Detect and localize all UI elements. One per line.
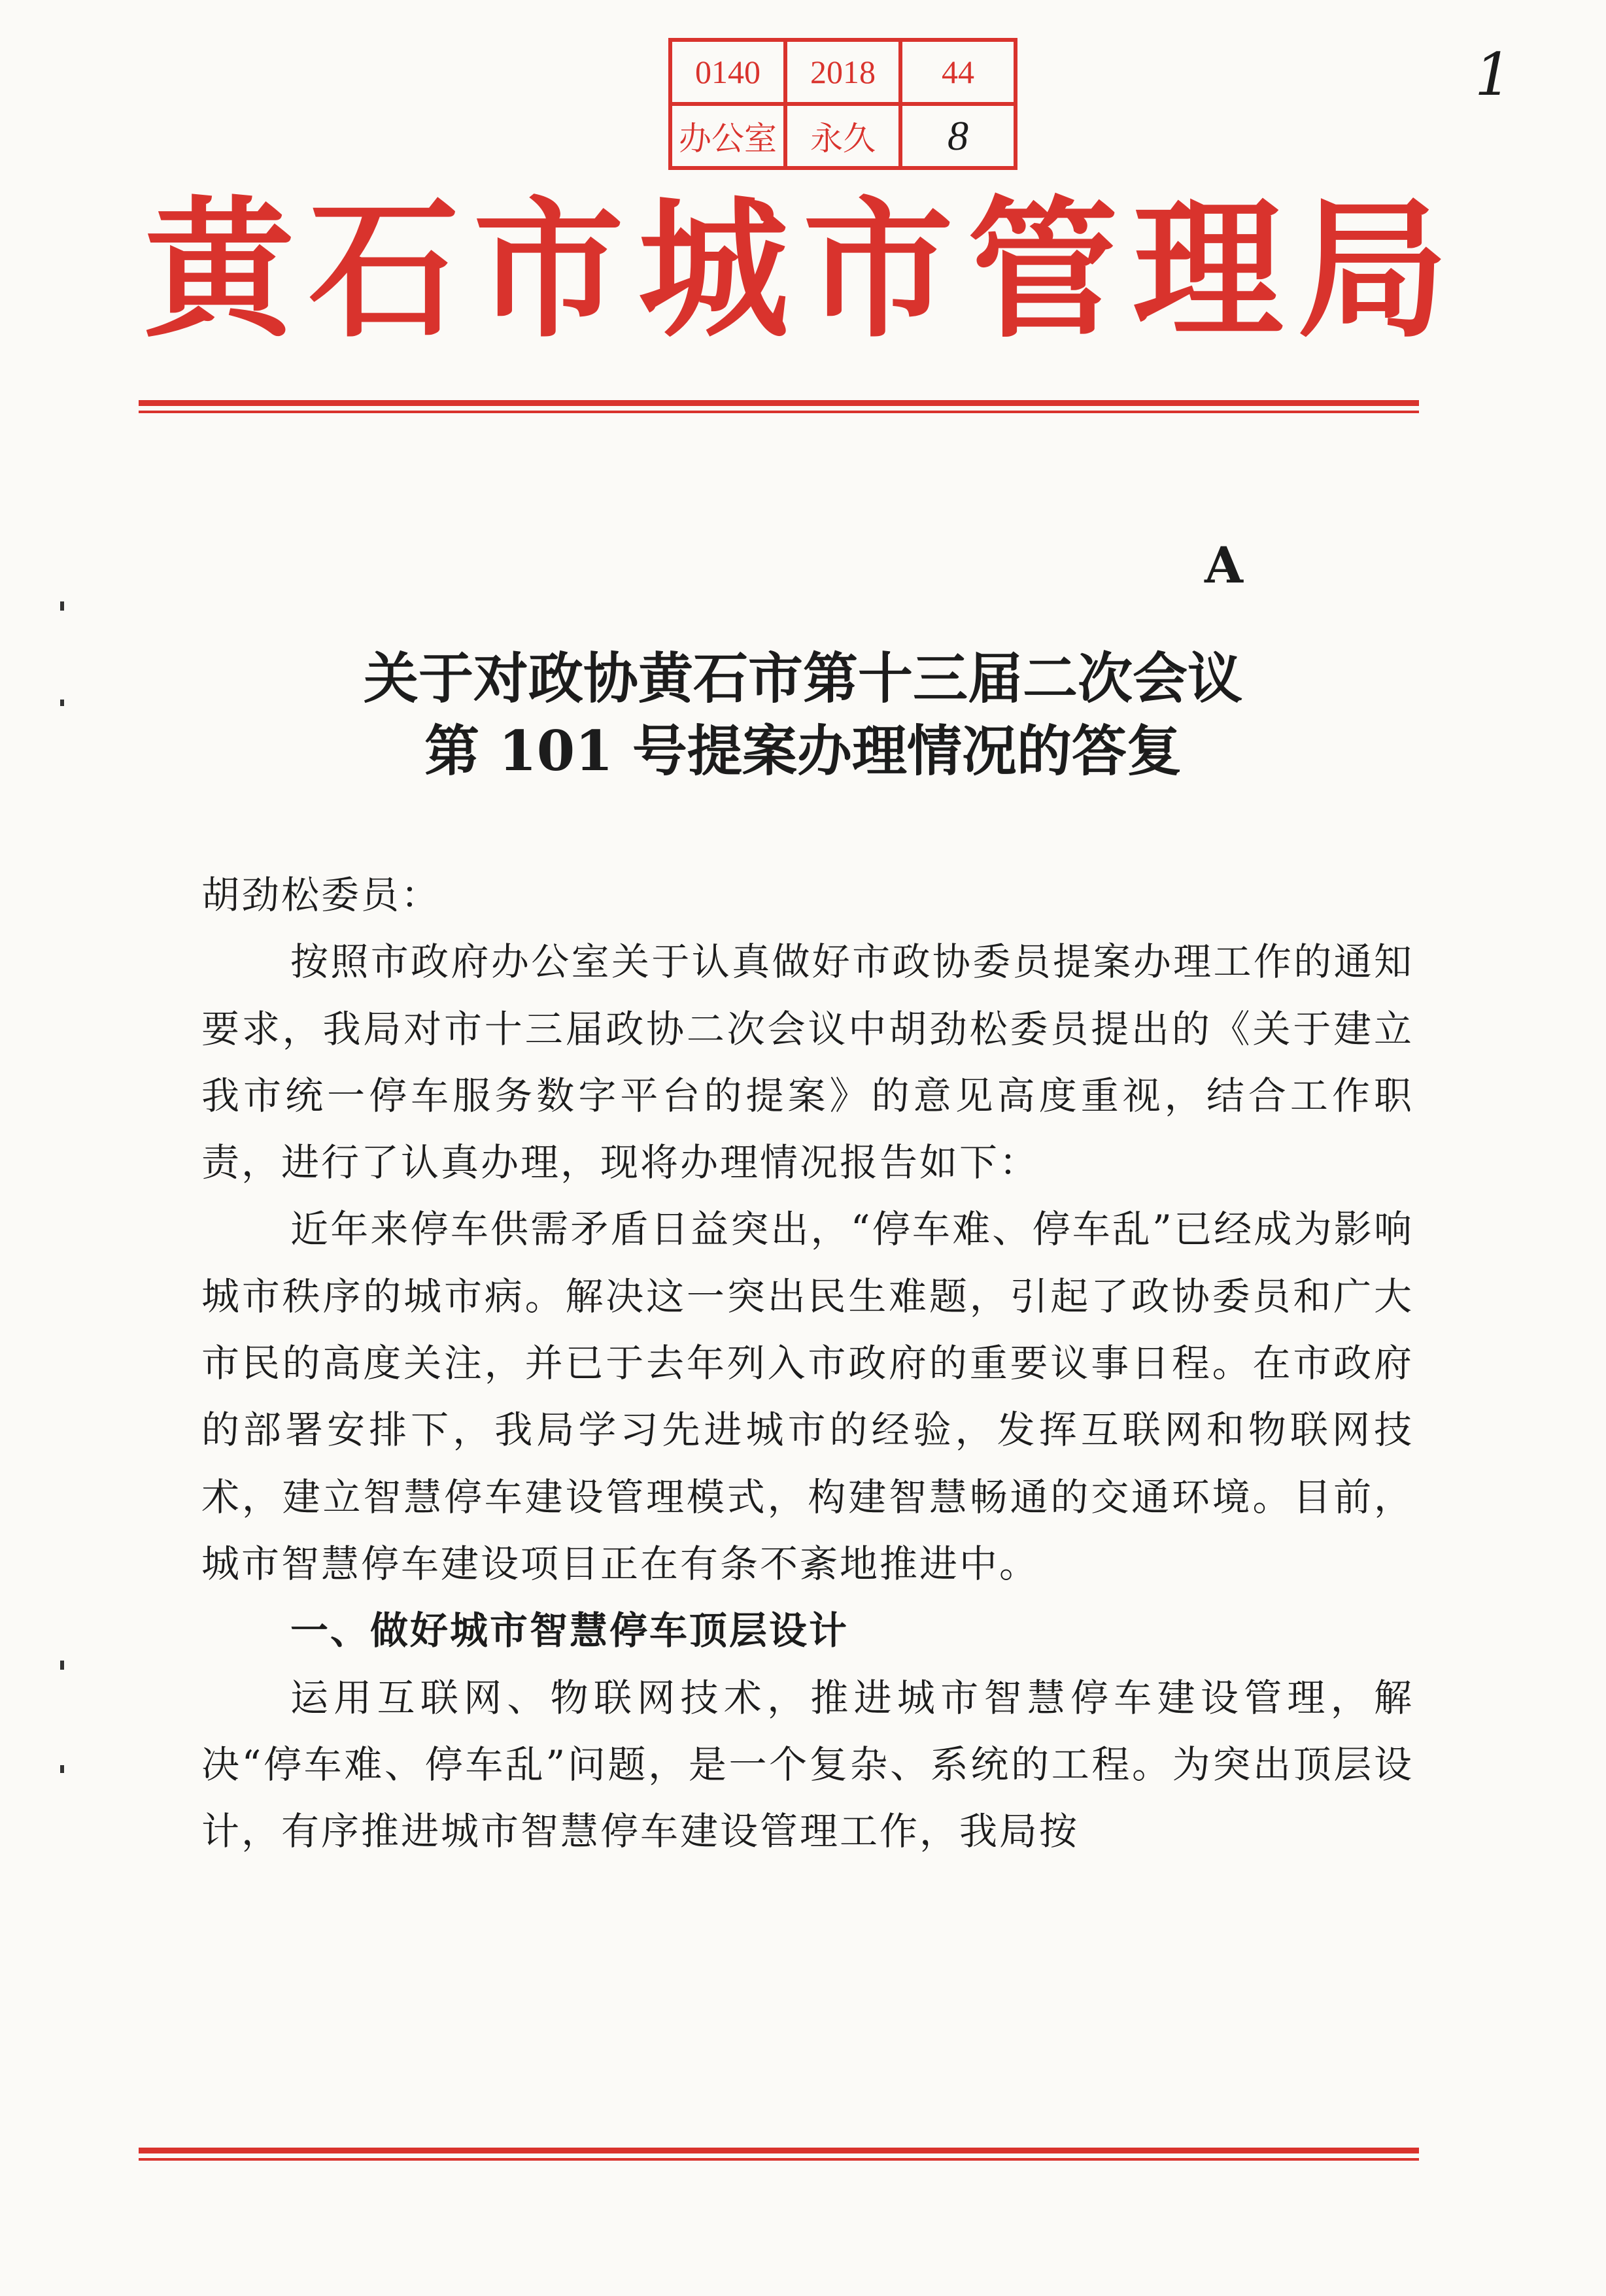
stamp-item-number: 44: [900, 40, 1016, 104]
binding-hole-mark: [60, 1661, 64, 1670]
letterhead-rule-thick: [139, 400, 1419, 406]
footer-rule-thin: [139, 2158, 1419, 2161]
document-classification-mark: A: [1204, 536, 1243, 594]
stamp-retention: 永久: [785, 104, 900, 168]
stamp-page-count: 8: [900, 104, 1016, 168]
stamp-department: 办公室: [670, 104, 785, 168]
document-title-line-1: 关于对政协黄石市第十三届二次会议: [363, 646, 1242, 711]
stamp-year: 2018: [785, 40, 900, 104]
section-heading: 一、做好城市智慧停车顶层设计: [290, 1608, 849, 1653]
body-paragraph: 运用互联网、物联网技术，推进城市智慧停车建设管理，解决“停车难、停车乱”问题，是一个复杂、系统的工程。为突出顶层设计，有序推进城市智慧停车建设管理工作，我局按: [201, 1675, 1414, 1854]
handwritten-page-number: 1: [1475, 41, 1512, 109]
document-body: [201, 862, 1414, 1865]
salutation: 胡劲松委员：: [201, 873, 441, 917]
archive-stamp: [668, 38, 1017, 170]
document-title-line-2: 第 101 号提案办理情况的答复: [424, 718, 1182, 783]
binding-hole-mark: [60, 700, 64, 706]
stamp-fonds-number: 0140: [670, 40, 785, 104]
footer-rule-thick: [139, 2148, 1419, 2153]
letterhead-title: 黄石市城市管理局: [143, 184, 1462, 358]
binding-hole-mark: [60, 601, 64, 611]
letterhead-rule-thin: [139, 411, 1419, 413]
binding-hole-mark: [60, 1765, 64, 1773]
body-paragraph: 近年来停车供需矛盾日益突出，“停车难、停车乱”已经成为影响城市秩序的城市病。解决这一突出民生难题，引起了政协委员和广大市民的高度关注，并已于去年列入市政府的重要议事日程。在市政府的部署安排下，我局学习先进城市的经验，发挥互联网和物联网技术，建立智慧停车建设管理模式，构建智慧畅通的交通环境。目前，城市智慧停车建设项目正在有条不紊地推进中。: [201, 1207, 1414, 1586]
body-paragraph: 按照市政府办公室关于认真做好市政协委员提案办理工作的通知要求，我局对市十三届政协二次会议中胡劲松委员提出的《关于建立我市统一停车服务数字平台的提案》的意见高度重视，结合工作职责，进行了认真办理，现将办理情况报告如下：: [201, 939, 1414, 1185]
